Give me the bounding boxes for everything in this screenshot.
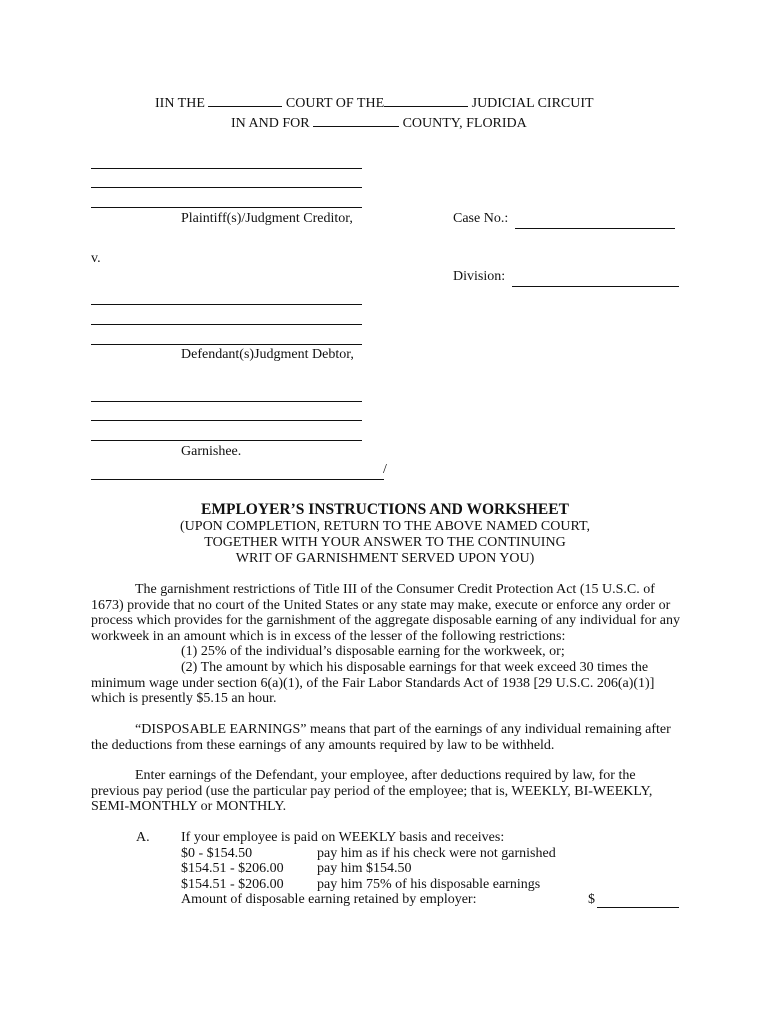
p1-line-2: 1673) provide that no court of the United States or any state may make, execute or enforce any order or <box>91 597 671 613</box>
case-number-blank[interactable] <box>515 228 675 229</box>
header-in-and-for: IN AND FOR <box>231 116 310 131</box>
defendant-line-3[interactable] <box>91 344 362 345</box>
action-2: pay him $154.50 <box>317 861 412 876</box>
p1-line-7: minimum wage under section 6(a)(1), of the Fair Labor Standards Act of 1938 [29 U.S.C. 206(a)(1)] <box>91 675 655 691</box>
plaintiff-line-3[interactable] <box>91 207 362 208</box>
court-header-line-2 <box>231 114 527 132</box>
defendant-line-1[interactable] <box>91 304 362 305</box>
garnishee-label: Garnishee. <box>181 444 242 459</box>
division-label: Division: <box>453 269 506 284</box>
p1-line-6: (2) The amount by which his disposable earnings for that week exceed 30 times the <box>181 659 649 675</box>
disposable-earnings-paragraph <box>91 722 681 753</box>
title-subline-3: WRIT OF GARNISHMENT SERVED UPON YOU) <box>235 551 535 566</box>
range-2: $154.51 - $206.00 <box>181 861 284 876</box>
p2-line-2: the deductions from these earnings of any amounts required by law to be withheld. <box>91 737 555 753</box>
document-title: EMPLOYER’S INSTRUCTIONS AND WORKSHEET <box>201 501 569 518</box>
action-3: pay him 75% of his disposable earnings <box>317 877 541 892</box>
division-blank[interactable] <box>512 286 679 287</box>
garnishment-restrictions-paragraph <box>91 582 681 707</box>
section-a-letter: A. <box>136 830 150 845</box>
p1-line-3: process which provides for the garnishment of the aggregate disposable earning of any individual for any <box>91 613 680 629</box>
p3-line-1: Enter earnings of the Defendant, your employee, after deductions required by law, for the <box>135 768 636 783</box>
action-1: pay him as if his check were not garnished <box>317 846 556 861</box>
p1-line-1: The garnishment restrictions of Title III of the Consumer Credit Protection Act (15 U.S.C. of <box>135 582 655 597</box>
p1-line-8: which is presently $5.15 an hour. <box>91 691 277 707</box>
p3-line-2: previous pay period (use the particular pay period of the employee; that is, WEEKLY, BI-WEEKLY, <box>91 783 653 799</box>
p3-line-3: SEMI-MONTHLY or MONTHLY. <box>91 799 287 815</box>
garnishee-line-2[interactable] <box>91 420 362 421</box>
title-subline-2: TOGETHER WITH YOUR ANSWER TO THE CONTINUING <box>204 535 566 550</box>
section-a-row-1 <box>181 846 556 862</box>
circuit-number-blank[interactable] <box>384 94 468 107</box>
section-a-intro: If your employee is paid on WEEKLY basis and receives: <box>181 830 505 845</box>
range-1: $0 - $154.50 <box>181 846 253 861</box>
garnishee-line-1[interactable] <box>91 401 362 402</box>
plaintiff-line-1[interactable] <box>91 168 362 169</box>
caption-slash: / <box>383 462 387 477</box>
range-3: $154.51 - $206.00 <box>181 877 284 892</box>
dollar-sign: $ <box>588 892 595 907</box>
garnishee-line-3[interactable] <box>91 440 362 441</box>
court-name-blank[interactable] <box>208 94 282 107</box>
case-number-label: Case No.: <box>453 211 509 226</box>
header-judicial-circuit: JUDICIAL CIRCUIT <box>471 96 594 111</box>
plaintiff-label: Plaintiff(s)/Judgment Creditor, <box>181 211 353 226</box>
versus-label: v. <box>91 251 101 266</box>
p1-line-4: workweek in an amount which is in excess of the lesser of the following restrictions: <box>91 628 566 644</box>
p1-line-5: (1) 25% of the individual’s disposable earning for the workweek, or; <box>181 644 565 660</box>
retained-amount-blank[interactable] <box>597 907 679 908</box>
court-header-line-1 <box>155 94 594 112</box>
caption-closing-line <box>91 479 384 480</box>
header-county-florida: COUNTY, FLORIDA <box>402 116 527 131</box>
header-court-of-the: COURT OF THE <box>285 96 385 111</box>
section-a-row-3 <box>181 877 540 893</box>
plaintiff-line-2[interactable] <box>91 187 362 188</box>
header-in-the: IIN THE <box>155 96 205 111</box>
p2-line-1: “DISPOSABLE EARNINGS” means that part of the earnings of any individual remaining after <box>135 722 671 737</box>
section-a-row-2 <box>181 861 412 877</box>
defendant-label: Defendant(s)Judgment Debtor, <box>181 347 354 362</box>
title-subline-1: (UPON COMPLETION, RETURN TO THE ABOVE NAMED COURT, <box>180 519 590 534</box>
retained-amount-label: Amount of disposable earning retained by employer: <box>181 892 477 907</box>
enter-earnings-paragraph <box>91 768 681 815</box>
defendant-line-2[interactable] <box>91 324 362 325</box>
county-name-blank[interactable] <box>313 114 399 127</box>
